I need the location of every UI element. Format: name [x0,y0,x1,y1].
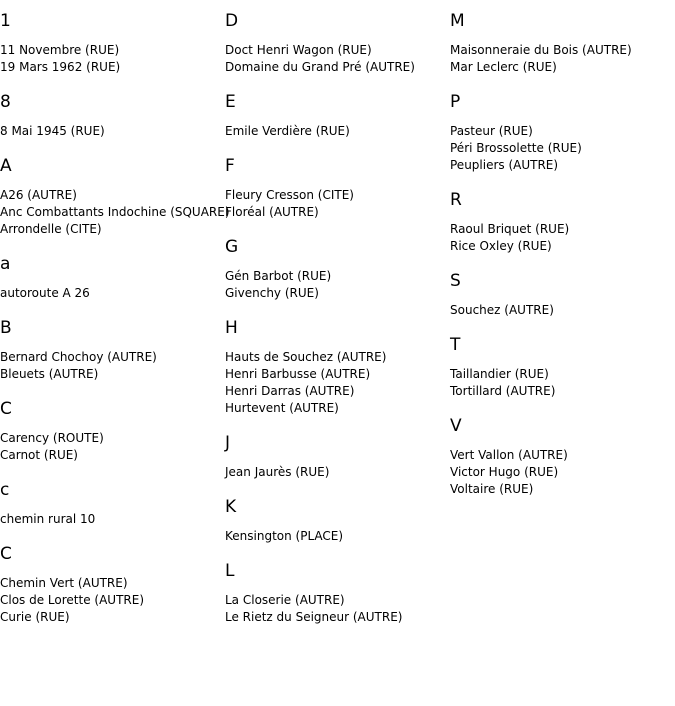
street-list-item [450,383,675,400]
street-link[interactable]: Floréal (AUTRE) [225,205,319,219]
street-list [450,123,675,174]
index-column [0,10,230,641]
letter-group [0,479,225,528]
street-list-item [0,592,225,609]
street-list-item [0,59,225,76]
street-link[interactable]: Curie (RUE) [0,610,70,624]
street-link[interactable]: Bernard Chochoy (AUTRE) [0,350,157,364]
street-list-item [450,464,675,481]
street-list-item [225,59,450,76]
street-link[interactable]: Henri Darras (AUTRE) [225,384,355,398]
street-link[interactable]: Peupliers (AUTRE) [450,158,559,172]
street-list-item [450,123,675,140]
street-list-item [0,204,230,221]
street-link[interactable]: Gén Barbot (RUE) [225,269,332,283]
letter-heading: K [225,497,237,517]
letter-group [0,10,225,76]
letter-group [225,236,450,302]
street-list-item [450,157,675,174]
index-column [450,10,675,513]
letter-heading: C [0,544,12,564]
street-list-item [0,187,225,204]
street-list [225,349,450,417]
letter-group [225,560,450,626]
index-column [225,10,450,641]
street-list-item [0,221,225,238]
street-list-item [0,511,225,528]
street-link[interactable]: La Closerie (AUTRE) [225,593,345,607]
letter-heading: B [0,318,12,338]
letter-group [450,189,675,255]
letter-group [0,155,230,238]
street-list [450,447,675,498]
letter-group [225,317,450,417]
street-link[interactable]: Carency (ROUTE) [0,431,104,445]
letter-group [450,334,675,400]
street-link[interactable]: Pasteur (RUE) [450,124,533,138]
street-list [0,285,225,302]
street-list-item [225,187,450,204]
letter-heading: G [225,237,239,257]
street-link[interactable]: Souchez (AUTRE) [450,303,554,317]
street-list-item [450,366,675,383]
street-link[interactable]: Maisonneraie du Bois (AUTRE) [450,43,632,57]
street-list-item [225,204,450,221]
street-list [450,366,675,400]
street-link[interactable]: Rice Oxley (RUE) [450,239,552,253]
letter-heading: c [0,480,10,500]
letter-group [450,270,675,319]
street-link[interactable]: Jean Jaurès (RUE) [225,465,330,479]
street-link[interactable]: Péri Brossolette (RUE) [450,141,582,155]
street-list [225,42,450,76]
letter-heading: E [225,92,236,112]
letter-heading: M [450,11,465,31]
street-link[interactable]: Le Rietz du Seigneur (AUTRE) [225,610,403,624]
letter-group [225,496,450,545]
letter-group [450,10,675,76]
letter-heading: L [225,561,235,581]
street-list-item [225,268,450,285]
street-link[interactable]: A26 (AUTRE) [0,188,77,202]
letter-heading: F [225,156,235,176]
street-list-item [225,366,450,383]
letter-group [450,415,675,498]
street-list-item [450,238,675,255]
street-link[interactable]: Hauts de Souchez (AUTRE) [225,350,387,364]
street-list-item [0,609,225,626]
street-link[interactable]: Carnot (RUE) [0,448,78,462]
letter-heading: 8 [0,92,11,112]
street-list-item [0,349,225,366]
street-list-item [0,430,225,447]
street-link[interactable]: Givenchy (RUE) [225,286,319,300]
street-list-item [0,42,225,59]
street-list-item [450,447,675,464]
street-list [0,123,225,140]
letter-group [225,10,450,76]
street-link[interactable]: Arrondelle (CITE) [0,222,102,236]
street-list-item [225,528,450,545]
street-list-item [225,123,450,140]
street-list-item [225,42,450,59]
street-list [450,42,675,76]
letter-heading: T [450,335,461,355]
street-list [225,123,450,140]
street-list [0,575,225,626]
street-link[interactable]: Taillandier (RUE) [450,367,549,381]
letter-heading: H [225,318,238,338]
letter-group [450,91,675,174]
letter-heading: S [450,271,461,291]
letter-heading: P [450,92,461,112]
street-link[interactable]: 8 Mai 1945 (RUE) [0,124,105,138]
street-list [450,221,675,255]
street-list-item [225,285,450,302]
street-link[interactable]: Bleuets (AUTRE) [0,367,99,381]
street-link[interactable]: Clos de Lorette (AUTRE) [0,593,145,607]
street-list [225,528,450,545]
street-list [450,302,675,319]
street-link[interactable]: 11 Novembre (RUE) [0,43,120,57]
street-list-item [225,592,450,609]
street-list [0,511,225,528]
street-link[interactable]: Emile Verdière (RUE) [225,124,350,138]
street-list [225,464,450,481]
street-list [0,187,230,238]
street-list-item [0,366,225,383]
street-link[interactable]: autoroute A 26 [0,286,90,300]
letter-heading: V [450,416,462,436]
street-list-item [0,447,225,464]
street-list [0,430,225,464]
street-link[interactable]: Domaine du Grand Pré (AUTRE) [225,60,415,74]
street-link[interactable]: Mar Leclerc (RUE) [450,60,557,74]
letter-group [225,432,450,481]
street-link[interactable]: Hurtevent (AUTRE) [225,401,339,415]
street-list-item [225,609,450,626]
street-link[interactable]: Victor Hugo (RUE) [450,465,559,479]
letter-heading: C [0,399,12,419]
street-list [225,187,450,221]
street-link[interactable]: 19 Mars 1962 (RUE) [0,60,121,74]
letter-group [0,317,225,383]
street-link[interactable]: Doct Henri Wagon (RUE) [225,43,372,57]
street-list-item [450,302,675,319]
street-link[interactable]: Tortillard (AUTRE) [450,384,556,398]
street-link[interactable]: Vert Vallon (AUTRE) [450,448,568,462]
street-list-item [450,140,675,157]
street-list-item [0,123,225,140]
street-link[interactable]: Anc Combattants Indochine (SQUARE) [0,205,230,219]
letter-heading: D [225,11,239,31]
street-list-item [225,400,450,417]
street-link[interactable]: Kensington (PLACE) [225,529,344,543]
street-list-item [0,575,225,592]
street-list [225,592,450,626]
letter-heading: A [0,156,12,176]
street-list-item [225,464,450,481]
street-list [225,268,450,302]
street-list-item [450,481,675,498]
street-list [0,349,225,383]
street-link[interactable]: Fleury Cresson (CITE) [225,188,354,202]
letter-heading: 1 [0,11,11,31]
street-list [0,42,225,76]
letter-group [225,155,450,221]
street-list-item [450,59,675,76]
street-link[interactable]: Raoul Briquet (RUE) [450,222,570,236]
letter-group [0,253,225,302]
letter-heading: R [450,190,462,210]
street-link[interactable]: Henri Barbusse (AUTRE) [225,367,371,381]
street-link[interactable]: Voltaire (RUE) [450,482,534,496]
letter-group [0,543,225,626]
street-list-item [0,285,225,302]
street-list-item [450,42,675,59]
street-link[interactable]: chemin rural 10 [0,512,96,526]
street-list-item [225,349,450,366]
letter-group [225,91,450,140]
street-link[interactable]: Chemin Vert (AUTRE) [0,576,128,590]
letter-group [0,398,225,464]
letter-group [0,91,225,140]
letter-heading: a [0,254,11,274]
street-list-item [225,383,450,400]
letter-heading: J [225,433,231,453]
street-list-item [450,221,675,238]
